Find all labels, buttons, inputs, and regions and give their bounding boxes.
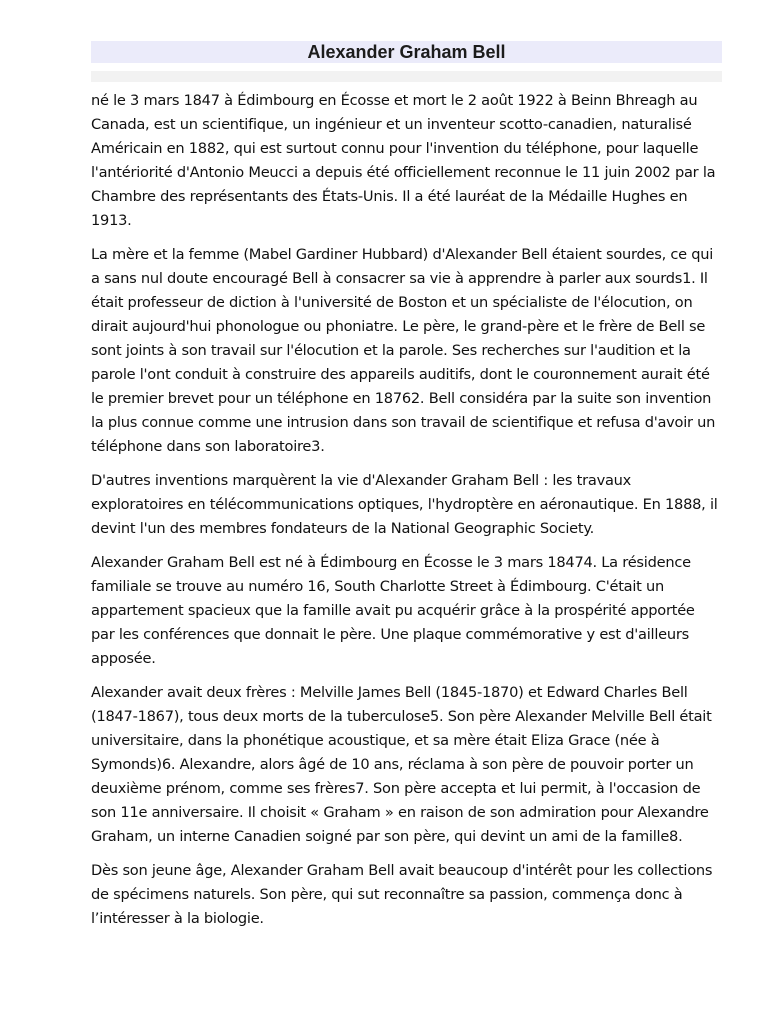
paragraph-other-inventions: D'autres inventions marquèrent la vie d'Alexander Graham Bell : les travaux exploratoires en télécommunications optiques, l'hydroptère en aéronautique. En 1888, il devint l'un des membres fondateurs de la National Geographic Society. xyxy=(91,472,718,537)
article-body xyxy=(91,89,722,931)
paragraph-childhood: Dès son jeune âge, Alexander Graham Bell avait beaucoup d'intérêt pour les collections de spécimens naturels. Son père, qui sut reconnaître sa passion, commença donc à l’intéresser à la biologie. xyxy=(91,862,713,927)
paragraph-brothers: Alexander avait deux frères : Melville James Bell (1845-1870) et Edward Charles Bell (1847-1867), tous deux morts de la tuberculose5. Son père Alexander Melville Bell était universitaire, dans la phonétique acoustique, et sa mère était Eliza Grace (née à Symonds)6. Alexandre, alors âgé de 10 ans, réclama à son père de pouvoir porter un deuxième prénom, comme ses frères7. Son père accepta et lui permit, à l'occasion de son 11e anniversaire. Il choisit « Graham » en raison de son admiration pour Alexandre Graham, un interne Canadien soigné par son père, qui devint un ami de la famille8. xyxy=(91,684,712,845)
title-bar xyxy=(91,41,722,63)
page-title: Alexander Graham Bell xyxy=(307,42,506,62)
paragraph-birthplace: Alexander Graham Bell est né à Édimbourg en Écosse le 3 mars 18474. La résidence familiale se trouve au numéro 16, South Charlotte Street à Édimbourg. C'était un appartement spacieux que la famille avait pu acquérir grâce à la prospérité apportée par les conférences que donnait le père. Une plaque commémorative y est d'ailleurs apposée. xyxy=(91,554,695,667)
subtitle-divider xyxy=(91,71,722,82)
paragraph-intro: né le 3 mars 1847 à Édimbourg en Écosse et mort le 2 août 1922 à Beinn Bhreagh au Canada, est un scientifique, un ingénieur et un inventeur scotto-canadien, naturalisé Américain en 1882, qui est surtout connu pour l'invention du téléphone, pour laquelle l'antériorité d'Antonio Meucci a depuis été officiellement reconnue le 11 juin 2002 par la Chambre des représentants des États-Unis. Il a été lauréat de la Médaille Hughes en 1913. xyxy=(91,92,716,229)
paragraph-family-deafness: La mère et la femme (Mabel Gardiner Hubbard) d'Alexander Bell étaient sourdes, ce qui a sans nul doute encouragé Bell à consacrer sa vie à apprendre à parler aux sourds1. Il était professeur de diction à l'université de Boston et un spécialiste de l'élocution, on dirait aujourd'hui phonologue ou phoniatre. Le père, le grand-père et le frère de Bell se sont joints à son travail sur l'élocution et la parole. Ses recherches sur l'audition et la parole l'ont conduit à construire des appareils auditifs, dont le couronnement aurait été le premier brevet pour un téléphone en 18762. Bell considéra par la suite son invention la plus connue comme une intrusion dans son travail de scientifique et refusa d'avoir un téléphone dans son laboratoire3. xyxy=(91,246,716,455)
document-page xyxy=(91,41,722,941)
